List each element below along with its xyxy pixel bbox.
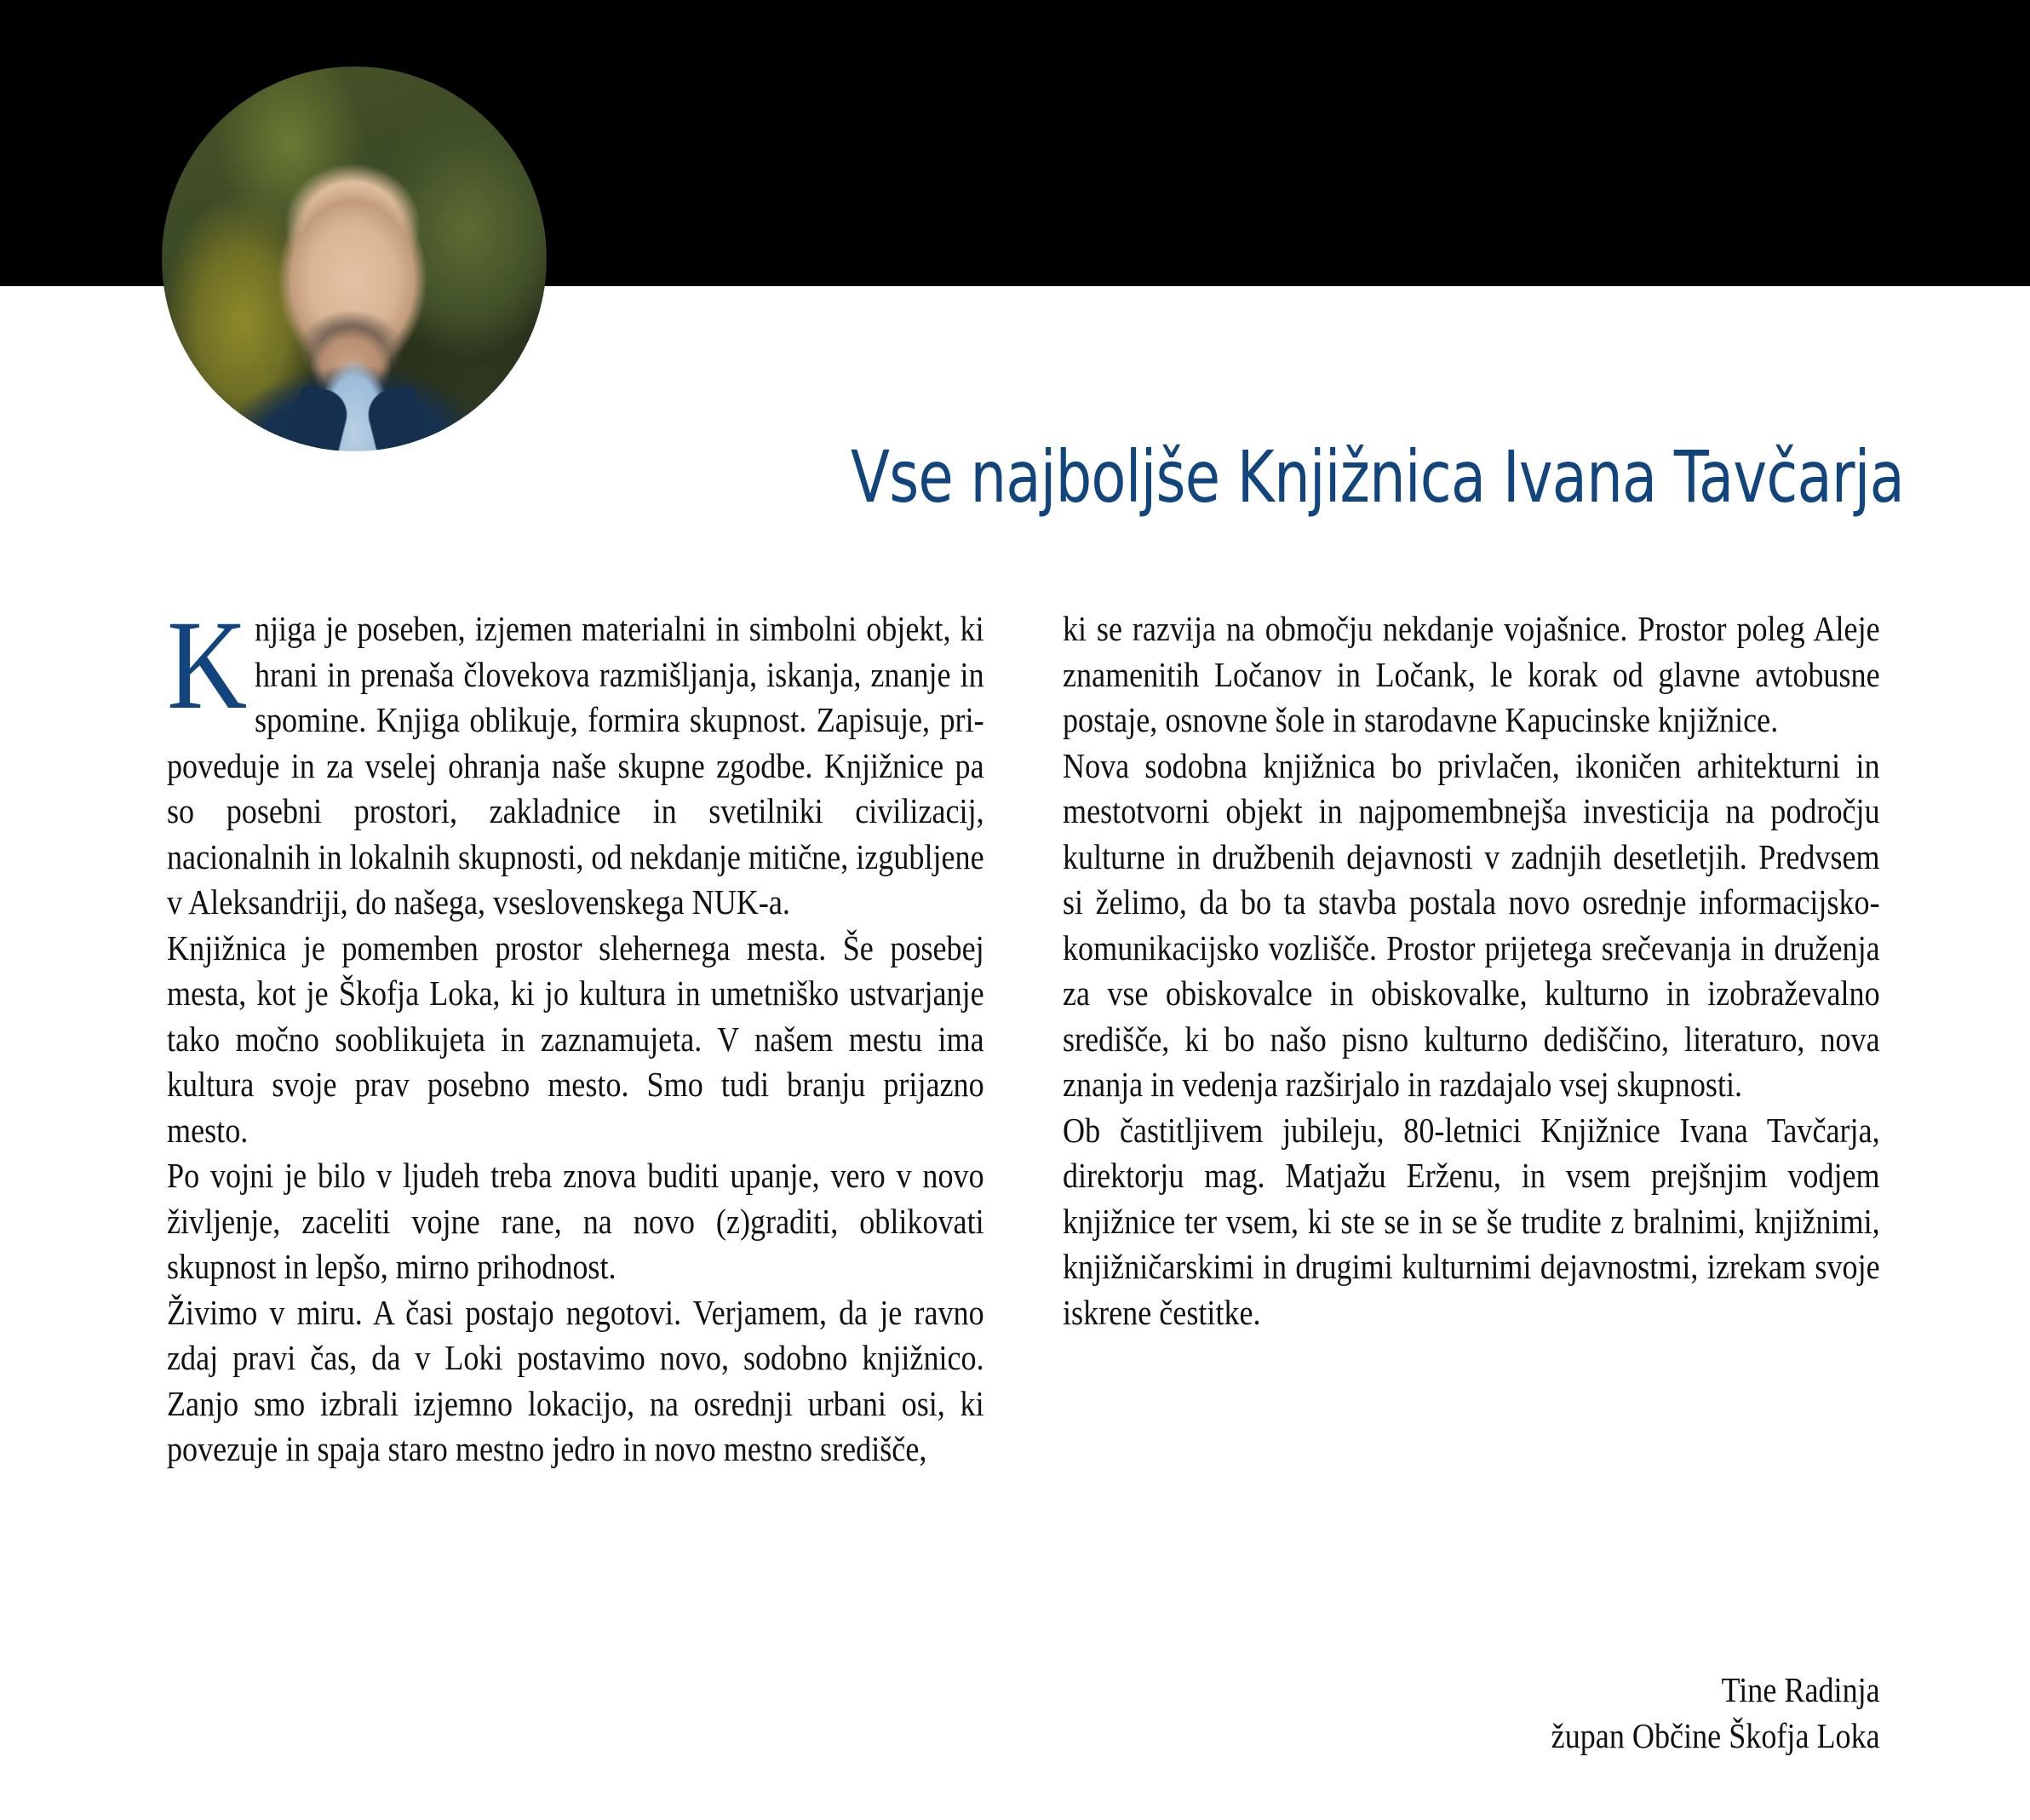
page-title: Vse najboljše Knjižnica Ivana Tavčarja: [851, 435, 1904, 519]
article-columns: [167, 594, 1880, 1473]
paragraph: Živimo v miru. A časi postajo negotovi. Verjamem, da je ravno zdaj pravi čas, da v Loki postavimo novo, sodobno knjižnico. Zanjo smo izbrali izjemno lokacijo, na osrednji urbani osi, ki povezuje in spaja staro mestno jedro in novo mestno središče,: [167, 1292, 984, 1468]
paragraph: Po vojni je bilo v ljudeh treba znova buditi upanje, vero v novo življenje, zaceliti vojne rane, na novo (z)graditi, oblikovati skupnost in lepšo, mirno prihodnost.: [167, 1156, 984, 1286]
portrait-photo-image: [162, 66, 547, 451]
paragraph: Ob častitljivem jubileju, 80-letnici Knjižnice Ivana Tavčarja, direktorju mag. Matjažu Erženu, in vsem prejšnjim vodjem knjižnice ter vsem, ki ste se in se še trudite z bralnimi, knjižnimi, knjižničarskimi in drugimi kulturnimi dejavnostmi, izrekam svoje iskrene čestitke.: [1063, 1110, 1880, 1332]
drop-cap: K: [167, 594, 248, 736]
paragraph: Knjižnica je pomemben prostor slehernega mesta. Še posebej mesta, kot je Škofja Loka, ki jo kultura in umetniško ustvarjanje tako močno sooblikujeta in zaznamujeta. V našem mestu ima kultura svoje prav posebno mesto. Smo tudi branju prijazno mesto.: [167, 927, 984, 1150]
signature-role: župan Občine Škofja Loka: [1551, 1715, 1880, 1755]
paragraph: Nova sodobna knjižnica bo privlačen, ikoničen arhitekturni in mestotvorni objekt in najpomembnejša investicija na področju kulturne in družbenih dejavnosti v zadnjih desetletjih. Predvsem si želimo, da bo ta stavba postala novo osrednje informacijsko-komunikacijsko vozlišče. Prostor prijetega srečevanja in druženja za vse obiskovalce in obiskovalke, kulturno in izobraževalno središče, ki bo našo pisno kulturno dediščino, literaturo, nova znanja in vedenja razširjalo in razdajalo vsej skupnosti.: [1063, 745, 1880, 1104]
left-column: [167, 594, 984, 1473]
paragraph-intro: [167, 594, 984, 926]
signature-name: Tine Radinja: [1721, 1670, 1880, 1709]
author-portrait: [162, 66, 547, 451]
paragraph-text: njiga je poseben, izjemen materialni in simbolni objekt, ki hrani in prenaša človekova razmišljanja, iskanja, znanje in spomine. Knjiga oblikuje, formira skupnost. Zapisuje, pripoveduje in za vselej ohranja naše skupne zgodbe. Knjižnice pa so posebni prostori, zakladnice in svetilniki civilizacij, nacionalnih in lokalnih skupnosti, od nekdanje mitične, izgubljene v Aleksandriji, do našega, vseslovenskega NUK-a.: [167, 609, 984, 921]
paragraph: ki se razvija na območju nekdanje vojašnice. Prostor poleg Aleje znamenitih Ločanov in Ločank, le korak od glavne avtobusne postaje, osnovne šole in starodavne Kapucinske knjižnice.: [1063, 609, 1880, 739]
right-column: [1063, 606, 1880, 1473]
signature-block: [1502, 1668, 1880, 1759]
